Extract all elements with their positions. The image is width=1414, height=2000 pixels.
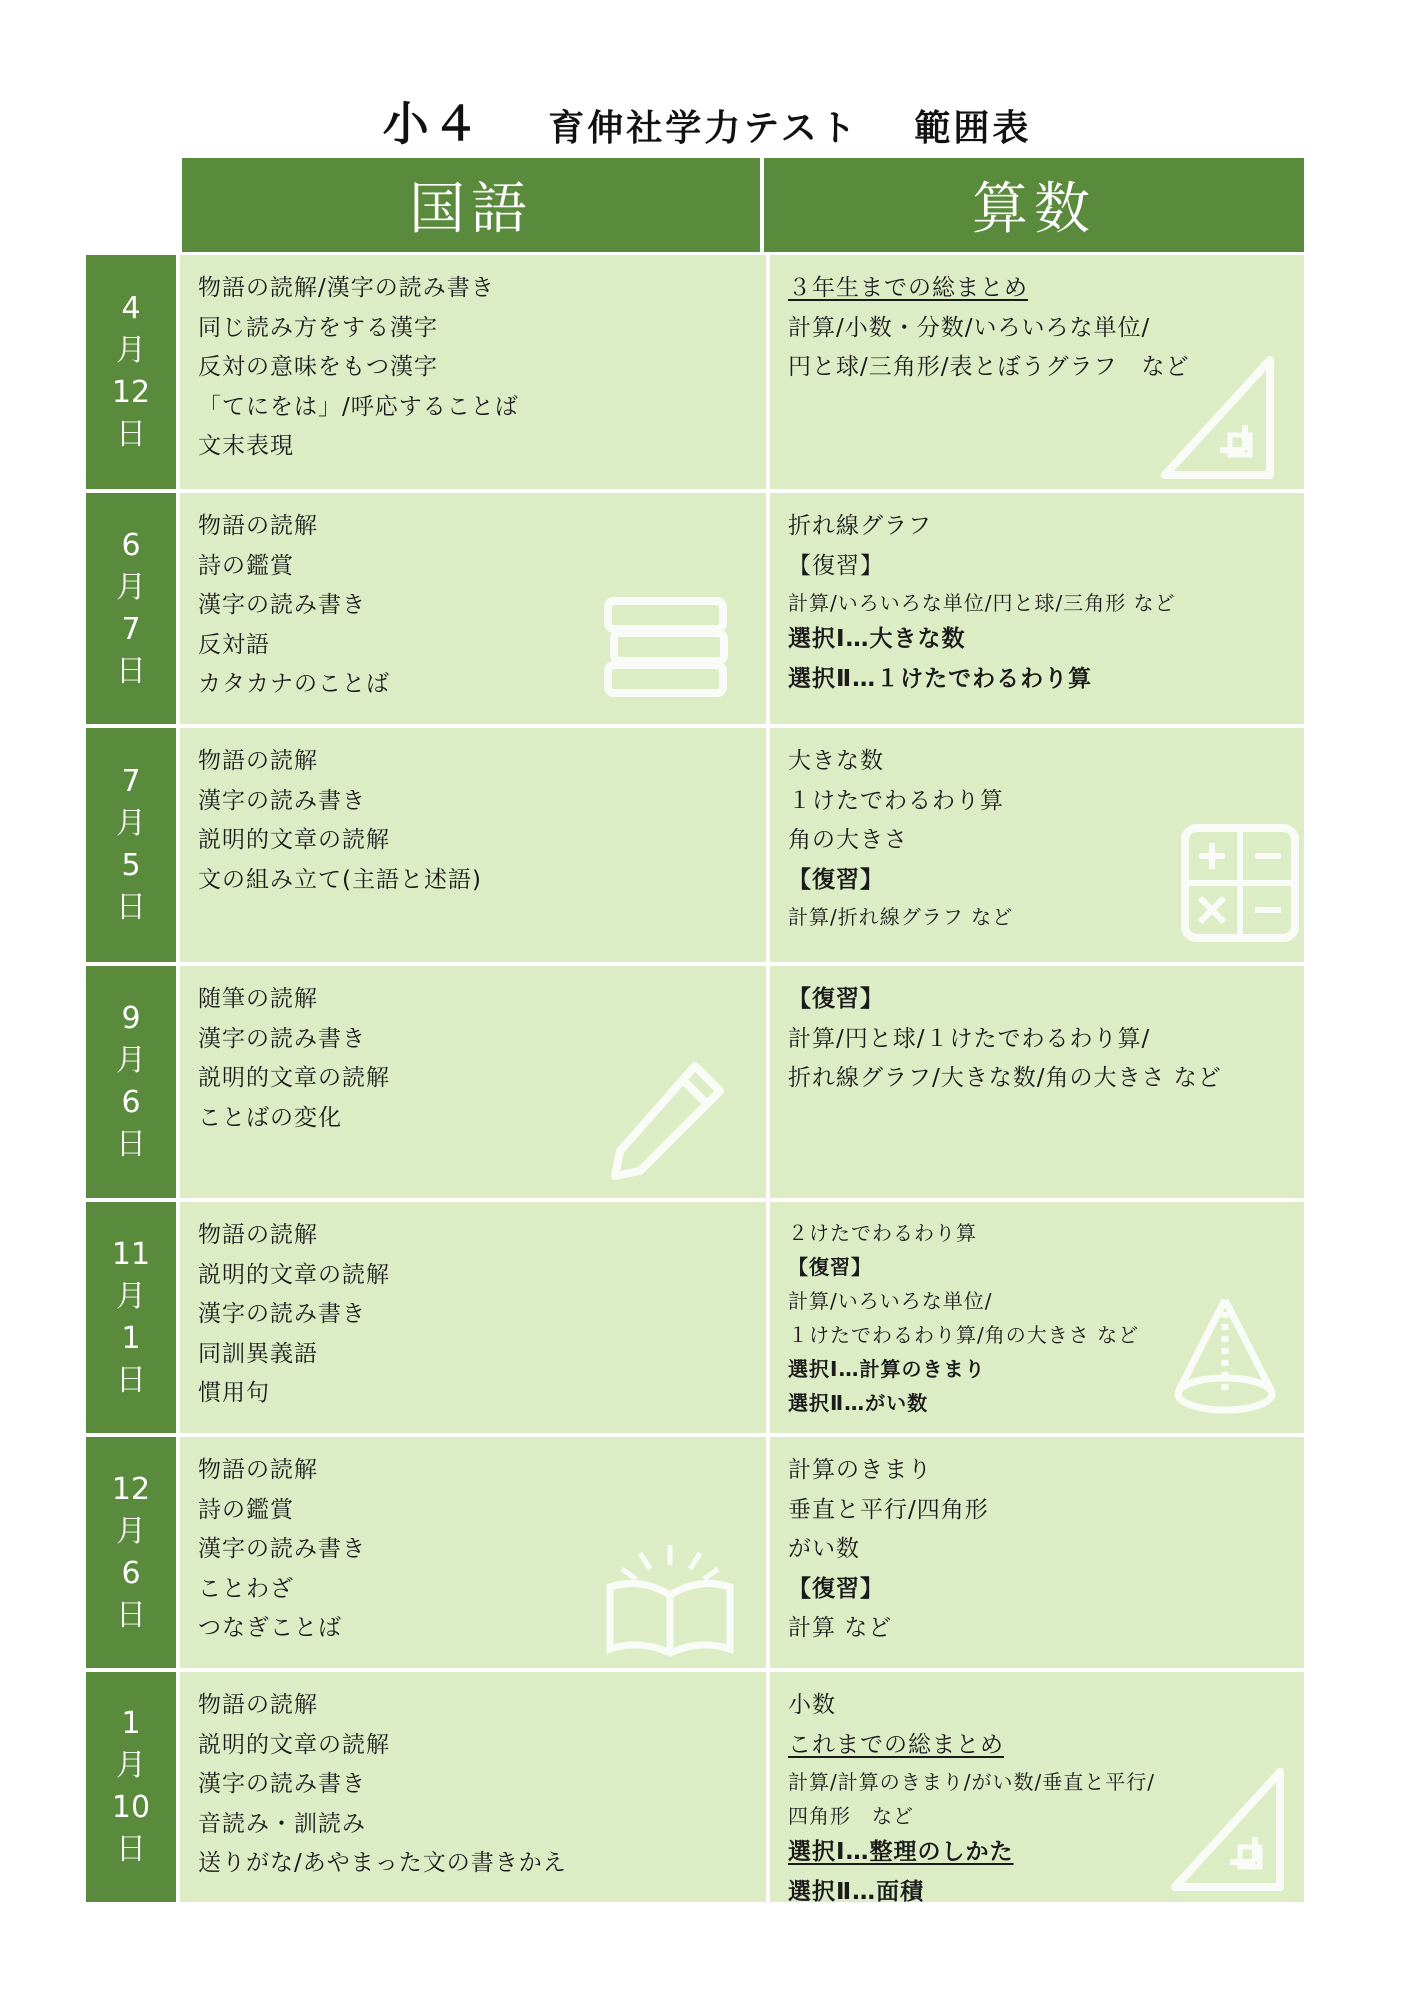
date-part: 4 [121, 291, 141, 326]
math-topic: 選択Ⅱ…１けたでわるわり算 [788, 665, 1093, 692]
japanese-topic: ことばの変化 [198, 1104, 342, 1131]
date-part: 5 [121, 848, 141, 883]
japanese-topic: 物語の読解 [198, 748, 318, 774]
japanese-topic: 物語の読解 [198, 1457, 318, 1483]
date-part: 10 [111, 1790, 151, 1825]
test-date [86, 1202, 176, 1433]
japanese-range-cell [180, 1437, 766, 1668]
schedule-row [86, 1672, 1304, 1902]
japanese-topic: 送りがな/あやまった文の書きかえ [198, 1850, 567, 1876]
date-part: 日 [116, 417, 146, 452]
math-topic: 折れ線グラフ/大きな数/角の大きさ など [788, 1065, 1222, 1091]
schedule-row [86, 493, 1304, 724]
math-range-cell [770, 493, 1304, 724]
japanese-topic: 文の組み立て(主語と述語) [198, 866, 482, 893]
japanese-topic: 説明的文章の読解 [198, 1731, 390, 1758]
math-topic: 計算/いろいろな単位/円と球/三角形 など [788, 591, 1176, 615]
math-topic: 垂直と平行/四角形 [788, 1496, 989, 1523]
math-topic: 計算 など [788, 1615, 893, 1641]
math-topic: 選択Ⅰ…整理のしかた [788, 1839, 1014, 1865]
japanese-topic: 物語の読解 [198, 1222, 318, 1248]
math-range-cell [770, 1202, 1304, 1433]
japanese-topic: 説明的文章の読解 [198, 827, 390, 853]
japanese-range-cell [180, 1672, 766, 1902]
math-topic: ２けたでわるわり算 [788, 1221, 977, 1245]
japanese-topic: つなぎことば [198, 1615, 342, 1641]
test-date [86, 1672, 176, 1902]
date-part: 月 [116, 333, 146, 368]
math-topic: １けたでわるわり算 [788, 787, 1004, 814]
math-topic: がい数 [788, 1536, 860, 1562]
date-part: 12 [111, 1471, 151, 1507]
japanese-topic: 物語の読解 [198, 1692, 318, 1718]
math-topic: 【復習】 [788, 1575, 884, 1602]
date-part: 11 [111, 1236, 151, 1272]
date-part: 9 [121, 1001, 141, 1036]
math-topic: 四角形 など [788, 1804, 914, 1828]
math-topic: 大きな数 [788, 748, 884, 774]
japanese-topic: 説明的文章の読解 [198, 1261, 390, 1288]
test-date [86, 966, 176, 1198]
schedule-row [86, 1202, 1304, 1433]
test-date [86, 728, 176, 962]
math-topic: １けたでわるわり算/角の大きさ など [788, 1323, 1140, 1347]
math-range-cell [770, 1437, 1304, 1668]
math-topic: 計算/小数・分数/いろいろな単位/ [788, 314, 1151, 341]
math-topic: 選択Ⅱ…面積 [788, 1878, 925, 1902]
japanese-topic: 反対の意味をもつ漢字 [198, 354, 438, 380]
math-range-cell [770, 728, 1304, 962]
date-part: 1 [121, 1706, 141, 1741]
math-topic: 計算/いろいろな単位/ [788, 1289, 993, 1313]
math-topic: 選択Ⅰ…大きな数 [788, 626, 966, 652]
date-part: 7 [121, 764, 141, 799]
japanese-topic: 音読み・訓読み [198, 1810, 366, 1837]
japanese-range-cell [180, 255, 766, 489]
date-part: 月 [116, 1278, 146, 1314]
math-range-cell [770, 1672, 1304, 1902]
math-topic: 小数 [788, 1692, 836, 1718]
date-part: 月 [116, 1043, 146, 1078]
japanese-topic: ことわざ [198, 1575, 294, 1602]
japanese-range-cell [180, 966, 766, 1198]
japanese-topic: カタカナのことば [198, 671, 390, 697]
math-topic: 【復習】 [788, 866, 884, 893]
japanese-topic: 詩の鑑賞 [198, 552, 294, 579]
math-topic: 【復習】 [788, 1255, 872, 1279]
date-part: 月 [116, 1748, 146, 1783]
japanese-topic: 慣用句 [198, 1380, 270, 1406]
japanese-topic: 詩の鑑賞 [198, 1496, 294, 1523]
japanese-range-cell [180, 728, 766, 962]
schedule-row [86, 728, 1304, 962]
math-column-header: 算数 [764, 158, 1304, 252]
date-part: 日 [116, 1597, 146, 1633]
math-topic: 計算/計算のきまり/がい数/垂直と平行/ [788, 1770, 1155, 1794]
date-part: 日 [116, 1127, 146, 1162]
japanese-topic: 漢字の読み書き [198, 787, 366, 814]
schedule-row [86, 1437, 1304, 1668]
math-topic: 円と球/三角形/表とぼうグラフ など [788, 354, 1190, 380]
math-topic: 角の大きさ [788, 827, 908, 853]
math-topic: 折れ線グラフ [788, 513, 932, 539]
japanese-topic: 同訓異義語 [198, 1340, 318, 1367]
math-topic: 【復習】 [788, 986, 884, 1012]
math-topic: 【復習】 [788, 552, 884, 579]
test-date [86, 255, 176, 489]
grade-label: 小４ [382, 97, 483, 151]
japanese-range-cell [180, 1202, 766, 1433]
japanese-topic: 反対語 [198, 631, 270, 658]
japanese-topic: 説明的文章の読解 [198, 1065, 390, 1091]
date-part: 6 [121, 527, 141, 563]
date-part: 月 [116, 569, 146, 605]
test-date [86, 1437, 176, 1668]
math-topic: 計算/円と球/１けたでわるわり算/ [788, 1025, 1151, 1052]
math-topic: 選択Ⅰ…計算のきまり [788, 1357, 986, 1381]
date-part: 日 [116, 653, 146, 689]
math-topic: 選択Ⅱ…がい数 [788, 1391, 929, 1415]
date-part: 月 [116, 1513, 146, 1549]
japanese-topic: 漢字の読み書き [198, 1771, 366, 1797]
math-topic: 計算/折れ線グラフ など [788, 905, 1014, 929]
japanese-column-header: 国語 [182, 158, 760, 252]
test-date [86, 493, 176, 724]
page-title [0, 88, 1414, 154]
japanese-topic: 物語の読解/漢字の読み書き [198, 275, 495, 301]
date-part: 月 [116, 806, 146, 841]
date-part: 日 [116, 1832, 146, 1867]
date-part: 6 [121, 1555, 141, 1591]
date-part: 日 [116, 890, 146, 925]
math-topic: これまでの総まとめ [788, 1731, 1004, 1758]
math-topic: ３年生までの総まとめ [788, 275, 1028, 301]
date-part: 日 [116, 1362, 146, 1398]
date-part: 6 [121, 1085, 141, 1120]
math-range-cell [770, 966, 1304, 1198]
japanese-topic: 漢字の読み書き [198, 1025, 366, 1052]
math-topic: 計算のきまり [788, 1457, 932, 1483]
test-name: 育伸社学力テスト [548, 108, 859, 149]
japanese-topic: 漢字の読み書き [198, 1536, 366, 1562]
math-range-cell [770, 255, 1304, 489]
japanese-topic: 「てにをは」/呼応することば [198, 393, 519, 420]
japanese-topic: 物語の読解 [198, 513, 318, 539]
schedule-row [86, 966, 1304, 1198]
schedule-row [86, 255, 1304, 489]
japanese-topic: 漢字の読み書き [198, 1301, 366, 1327]
date-part: 1 [121, 1320, 141, 1356]
range-table-label: 範囲表 [914, 108, 1032, 149]
japanese-topic: 漢字の読み書き [198, 592, 366, 618]
japanese-topic: 文末表現 [198, 433, 294, 459]
japanese-range-cell [180, 493, 766, 724]
date-part: 12 [111, 375, 151, 410]
date-part: 7 [121, 611, 141, 647]
japanese-topic: 随筆の読解 [198, 986, 318, 1012]
japanese-topic: 同じ読み方をする漢字 [198, 314, 438, 341]
